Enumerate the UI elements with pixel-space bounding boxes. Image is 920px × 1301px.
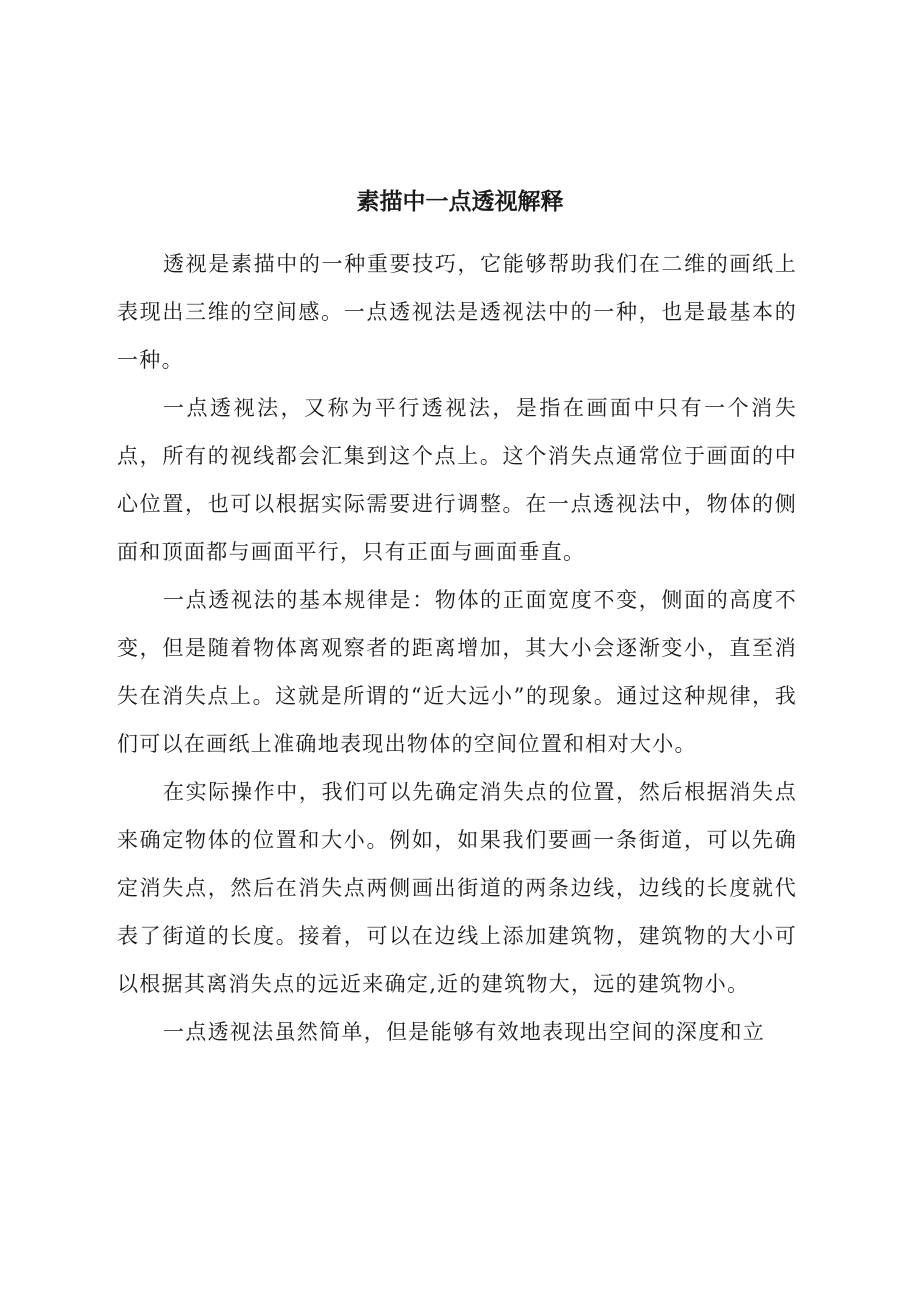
paragraph-rules: 一点透视法的基本规律是：物体的正面宽度不变，侧面的高度不变，但是随着物体离观察者的距离增加，其大小会逐渐变小，直至消失在消失点上。这就是所谓的“近大远小”的现象。通过这种规律，我们可以在画纸上准确地表现出物体的空间位置和相对大小。: [117, 588, 797, 756]
paragraph-practice: 在实际操作中，我们可以先确定消失点的位置，然后根据消失点来确定物体的位置和大小。例如，如果我们要画一条街道，可以先确定消失点，然后在消失点两侧画出街道的两条边线，边线的长度就代表了街道的长度。接着，可以在边线上添加建筑物，建筑物的大小可以根据其离消失点的远近来确定,近的建筑物大，远的建筑物小。: [117, 780, 797, 996]
paragraph-conclusion: 一点透视法虽然简单，但是能够有效地表现出空间的深度和立: [163, 1020, 766, 1044]
document-title: 素描中一点透视解释: [356, 189, 564, 215]
document-body: [117, 240, 797, 1056]
paragraph-intro: 透视是素描中的一种重要技巧，它能够帮助我们在二维的画纸上表现出三维的空间感。一点透视法是透视法中的一种，也是最基本的一种。: [117, 252, 797, 372]
paragraph-definition: 一点透视法，又称为平行透视法，是指在画面中只有一个消失点，所有的视线都会汇集到这个点上。这个消失点通常位于画面的中心位置，也可以根据实际需要进行调整。在一点透视法中，物体的侧面和顶面都与画面平行，只有正面与画面垂直。: [117, 396, 797, 564]
